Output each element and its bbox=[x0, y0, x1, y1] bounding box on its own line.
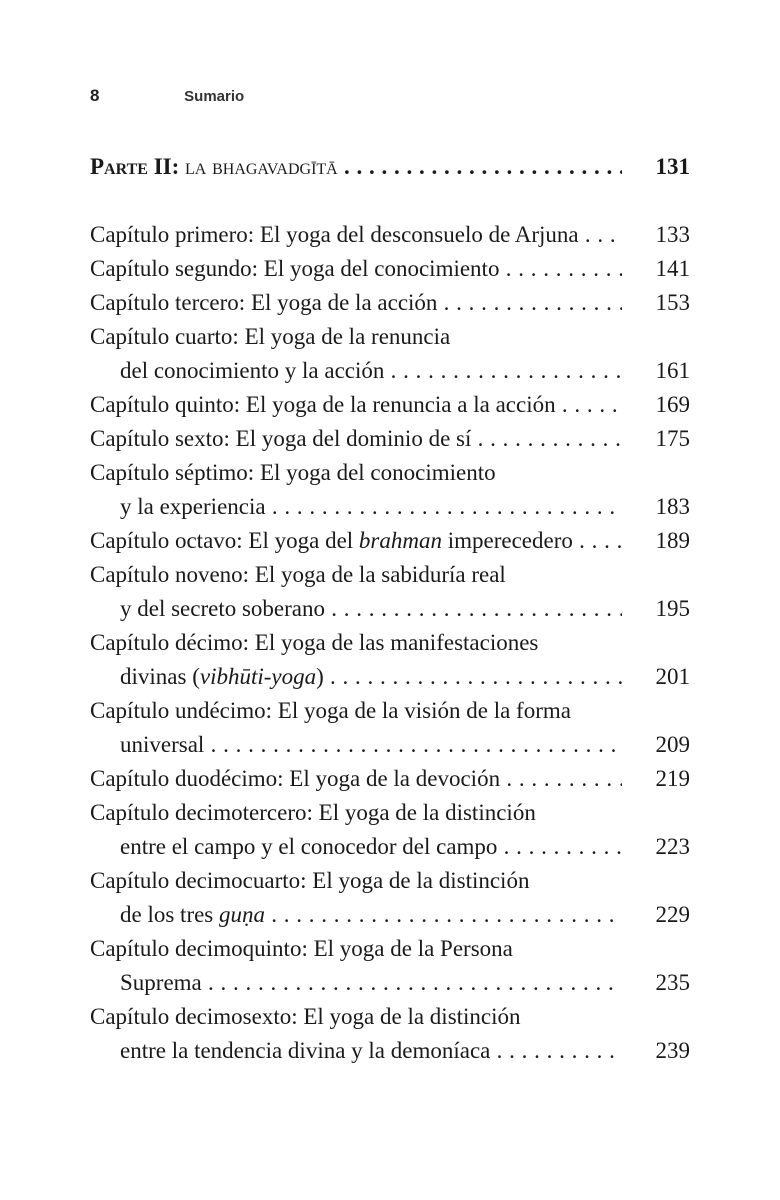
toc-chapter-line bbox=[90, 422, 690, 456]
toc-page-number: 195 bbox=[622, 592, 690, 626]
toc-page-number: 235 bbox=[622, 966, 690, 1000]
toc-page-number: 169 bbox=[622, 388, 690, 422]
toc-chapter-line bbox=[90, 966, 690, 1000]
toc-chapter-line bbox=[90, 252, 690, 286]
page-number: 8 bbox=[90, 86, 100, 105]
toc-chapter-line bbox=[90, 762, 690, 796]
toc-chapter-entry[interactable] bbox=[90, 524, 690, 558]
toc-chapter-entry[interactable] bbox=[90, 422, 690, 456]
toc-chapter-title bbox=[120, 830, 622, 864]
toc-chapter-title bbox=[120, 728, 622, 762]
toc-chapter-line bbox=[90, 388, 690, 422]
toc-title-text: del conocimiento y la acción bbox=[120, 358, 385, 383]
toc-page-number: 189 bbox=[622, 524, 690, 558]
toc-chapter-entry[interactable] bbox=[90, 626, 690, 694]
toc-chapter-entry[interactable] bbox=[90, 932, 690, 1000]
toc-chapter-title bbox=[120, 354, 622, 388]
toc-chapter-line bbox=[90, 490, 690, 524]
toc-title-text: divinas ( bbox=[120, 664, 200, 689]
toc-chapter-title bbox=[90, 252, 622, 286]
toc-chapter-title bbox=[90, 524, 622, 558]
toc-chapter-line bbox=[90, 592, 690, 626]
toc-chapter-title-line: Capítulo decimocuarto: El yoga de la distinción bbox=[90, 868, 530, 893]
toc-page-number: 131 bbox=[622, 150, 690, 184]
toc-page-number: 183 bbox=[622, 490, 690, 524]
toc-chapter-entry[interactable] bbox=[90, 286, 690, 320]
toc-title-text: Capítulo octavo: El yoga del bbox=[90, 528, 359, 553]
toc-title-text: Capítulo tercero: El yoga de la acción bbox=[90, 290, 438, 315]
toc-title-text: de los tres bbox=[120, 902, 220, 927]
toc-title-italic: guṇa bbox=[219, 902, 266, 927]
toc-title-text: Capítulo segundo: El yoga del conocimiento bbox=[90, 256, 500, 281]
toc-chapter-title-line: Capítulo séptimo: El yoga del conocimiento bbox=[90, 460, 496, 485]
toc-chapter-entry[interactable] bbox=[90, 762, 690, 796]
toc-page-number: 239 bbox=[622, 1034, 690, 1068]
toc-page-number: 201 bbox=[622, 660, 690, 694]
toc-title-text: Capítulo primero: El yoga del desconsuelo de Arjuna bbox=[90, 222, 579, 247]
toc-title-text: Capítulo quinto: El yoga de la renuncia a la acción bbox=[90, 392, 556, 417]
toc-part-title bbox=[90, 150, 622, 184]
toc-chapter-title-line: Capítulo cuarto: El yoga de la renuncia bbox=[90, 324, 451, 349]
toc-title-text: y la experiencia bbox=[120, 494, 266, 519]
toc-chapter-line bbox=[90, 218, 690, 252]
toc-page-number: 175 bbox=[622, 422, 690, 456]
toc-chapter-title bbox=[90, 286, 622, 320]
toc-title-italic: vibhūti-yoga bbox=[199, 664, 317, 689]
toc-page-number: 133 bbox=[622, 218, 690, 252]
toc-chapter-title bbox=[120, 592, 622, 626]
toc-chapter-title-line: Capítulo decimosexto: El yoga de la distinción bbox=[90, 1004, 521, 1029]
toc-chapter-title bbox=[90, 762, 622, 796]
toc-chapter-entry[interactable] bbox=[90, 864, 690, 932]
toc-chapter-entry[interactable] bbox=[90, 694, 690, 762]
toc-title-text: universal bbox=[120, 732, 205, 757]
toc-chapter-entry[interactable] bbox=[90, 558, 690, 626]
section-title: Sumario bbox=[184, 88, 245, 105]
toc-page-number: 209 bbox=[622, 728, 690, 762]
toc-title-text: Capítulo sexto: El yoga del dominio de sí bbox=[90, 426, 472, 451]
toc-chapter-entry[interactable] bbox=[90, 796, 690, 864]
toc-title-text: y del secreto soberano bbox=[120, 596, 326, 621]
toc-chapter-line bbox=[90, 524, 690, 558]
toc-part-entry[interactable] bbox=[90, 150, 690, 184]
running-head bbox=[90, 86, 244, 106]
toc-title-text: entre el campo y el conocedor del campo bbox=[120, 834, 498, 859]
toc-chapter-title-line: Capítulo decimoquinto: El yoga de la Persona bbox=[90, 936, 513, 961]
toc-chapter-title-line: Capítulo décimo: El yoga de las manifestaciones bbox=[90, 630, 539, 655]
part-subtitle: la bhagavadgītā bbox=[179, 154, 338, 179]
toc-chapter-line bbox=[90, 728, 690, 762]
toc-title-text-end: ) bbox=[316, 664, 324, 689]
toc-page-number: 153 bbox=[622, 286, 690, 320]
toc-chapter-entry[interactable] bbox=[90, 218, 690, 252]
toc-title-text: entre la tendencia divina y la demoníaca bbox=[120, 1038, 491, 1063]
toc-title-italic: brahman bbox=[358, 528, 442, 553]
toc-chapter-entry[interactable] bbox=[90, 456, 690, 524]
toc-chapter-title-line: Capítulo noveno: El yoga de la sabiduría real bbox=[90, 562, 506, 587]
toc-chapter-title bbox=[120, 1034, 622, 1068]
toc-page-number: 219 bbox=[622, 762, 690, 796]
toc-chapter-entry[interactable] bbox=[90, 1000, 690, 1068]
part-label: Parte II: bbox=[90, 154, 180, 179]
toc-title-text-end: imperecedero bbox=[441, 528, 573, 553]
toc-chapter-title bbox=[90, 218, 622, 252]
toc-chapter-entry[interactable] bbox=[90, 388, 690, 422]
toc-chapter-title bbox=[120, 966, 622, 1000]
toc-chapter-line bbox=[90, 1034, 690, 1068]
toc-page-number: 229 bbox=[622, 898, 690, 932]
toc-chapter-entry[interactable] bbox=[90, 252, 690, 286]
toc-chapter-title bbox=[120, 660, 622, 694]
toc-chapter-title bbox=[90, 388, 622, 422]
toc-page-number: 161 bbox=[622, 354, 690, 388]
toc-page-number: 141 bbox=[622, 252, 690, 286]
toc-chapter-title-line: Capítulo undécimo: El yoga de la visión de la forma bbox=[90, 698, 571, 723]
toc-chapter-line bbox=[90, 354, 690, 388]
toc-chapter-title bbox=[120, 490, 622, 524]
toc-title-text: Capítulo duodécimo: El yoga de la devoción bbox=[90, 766, 501, 791]
toc-chapter-entry[interactable] bbox=[90, 320, 690, 388]
toc-chapter-line bbox=[90, 286, 690, 320]
toc-chapter-line bbox=[90, 830, 690, 864]
table-of-contents bbox=[90, 150, 690, 1068]
toc-chapter-title bbox=[90, 422, 622, 456]
toc-chapter-line bbox=[90, 660, 690, 694]
chapter-list bbox=[90, 218, 690, 1068]
toc-chapter-title bbox=[120, 898, 622, 932]
toc-title-text: Suprema bbox=[120, 970, 202, 995]
toc-page-number: 223 bbox=[622, 830, 690, 864]
toc-chapter-title-line: Capítulo decimotercero: El yoga de la distinción bbox=[90, 800, 536, 825]
toc-chapter-line bbox=[90, 898, 690, 932]
